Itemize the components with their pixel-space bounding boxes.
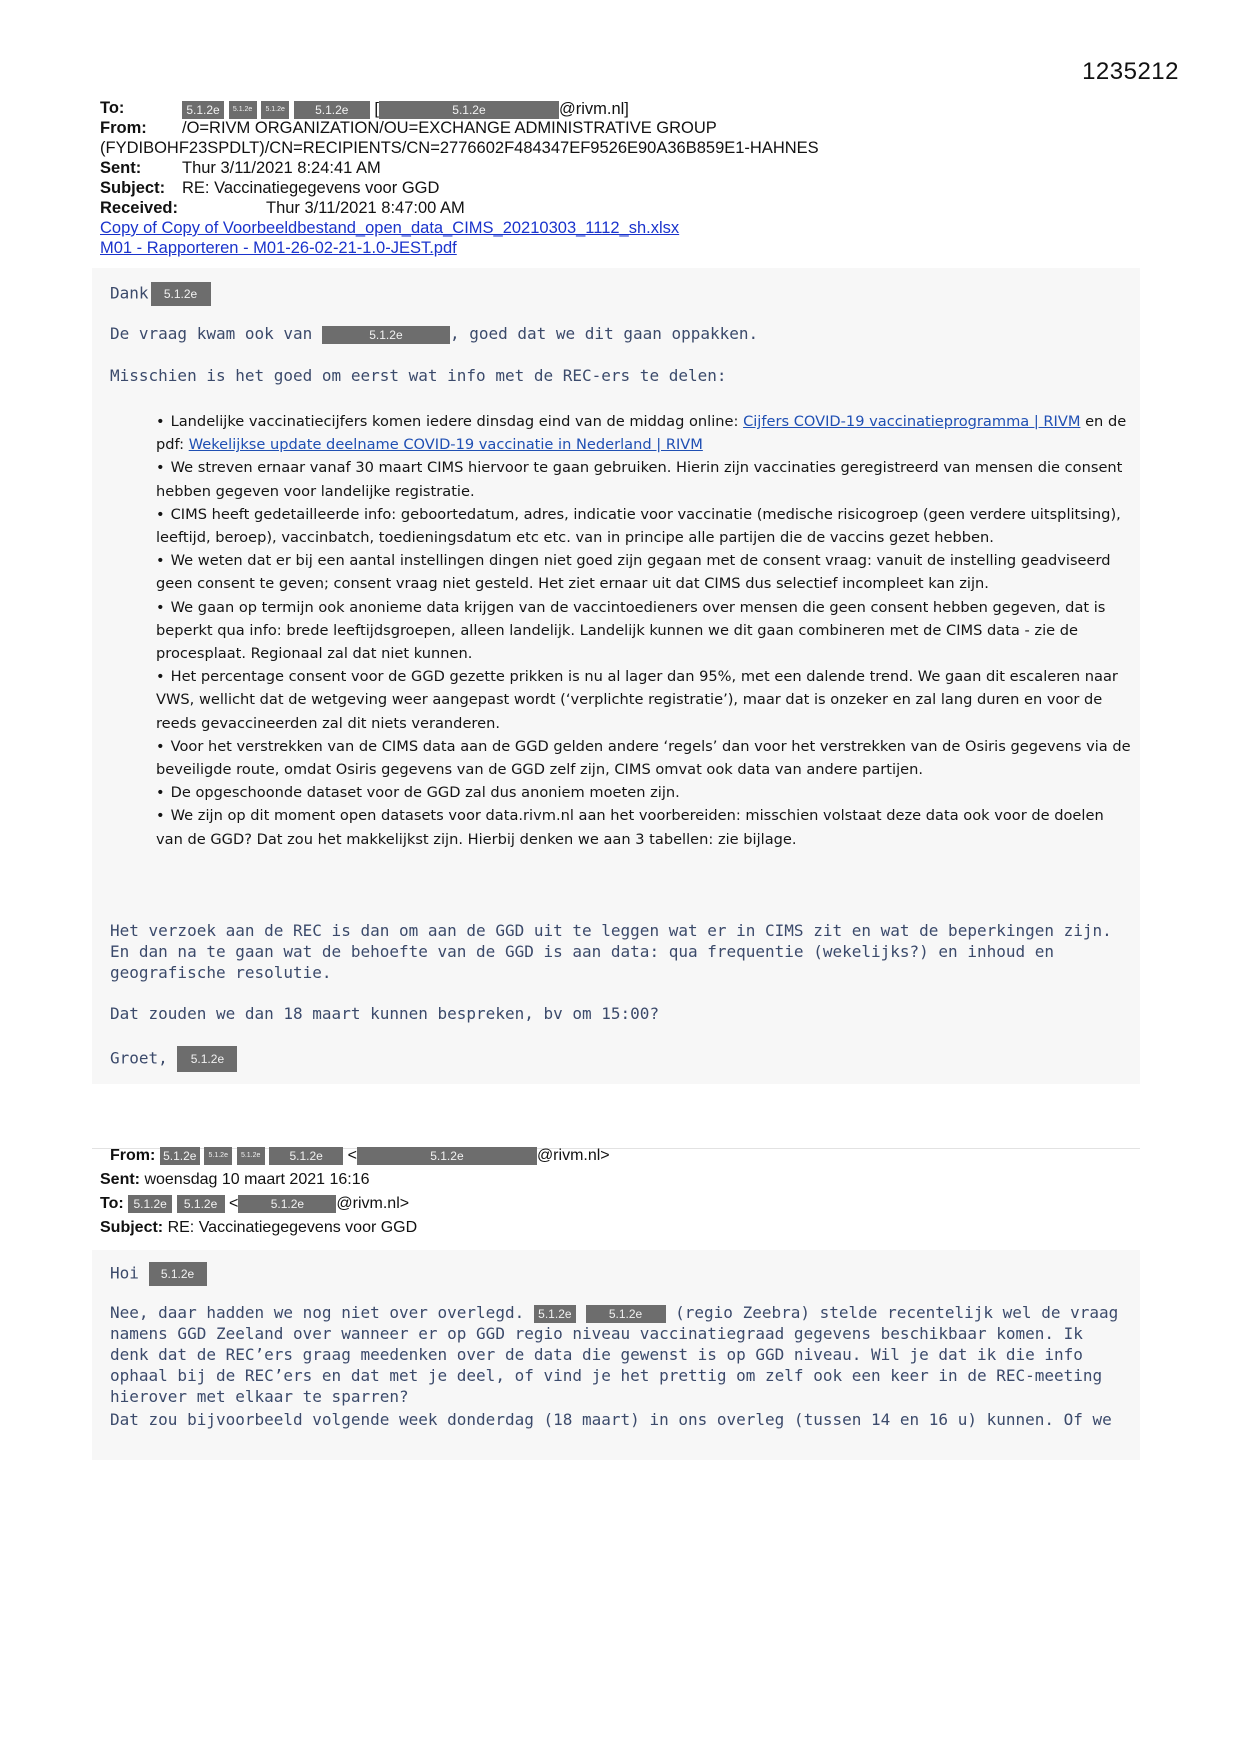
intro-line-text: De vraag kwam ook van: [110, 324, 313, 343]
email-header: [100, 98, 1140, 258]
list-item: • Landelijke vaccinatiecijfers komen iedere dinsdag eind van de middag online: Cijfers COVID-19 vaccinatieprogramma | RIVM en de pdf: Wekelijkse update deelname COVID-19 vaccinatie in Nederland | RIVM: [156, 413, 1127, 454]
redaction: 5.1.2e: [357, 1147, 537, 1165]
redaction: 5.1.2e: [294, 101, 370, 119]
reply-text: Nee, daar hadden we nog niet over overlegd.: [110, 1303, 525, 1322]
to-row: [100, 98, 1140, 118]
list-item-text: We gaan op termijn ook anonieme data krijgen van de vaccintoedieners over mensen die geen consent hebben gegeven, dat is beperkt qua info: brede leeftijdsgroepen, alleen landelijk. Landelijk kunnen we dit gaan combineren met de CIMS data - zie de procesplaat. Regionaal zal dat niet kunnen.: [156, 598, 1106, 663]
list-item: • CIMS heeft gedetailleerde info: geboortedatum, adres, indicatie voor vaccinatie (medische risicogroep (geen verdere uitsplitsing), leeftijd, beroep), vaccinbatch, toedieningsdatum etc etc. van in principe alle partijen die de vaccins gezet hebben.: [156, 505, 1121, 547]
list-item-text: CIMS heeft gedetailleerde info: geboortedatum, adres, indicatie voor vaccinatie (medische risicogroep (geen verdere uitsplitsing), leeftijd, beroep), vaccinbatch, toedieningsdatum etc etc. van in principe alle partijen die de vaccins gezet hebben.: [156, 505, 1121, 547]
from-value: /O=RIVM ORGANIZATION/OU=EXCHANGE ADMINISTRATIVE GROUP: [182, 119, 717, 137]
request-paragraph: Het verzoek aan de REC is dan om aan de GGD uit te leggen wat er in CIMS zit en wat de beperkingen zijn. En dan na te gaan wat de behoefte van de GGD is aan data: qua frequentie (wekelijks?) en inhoud en geografische resolutie.: [110, 921, 1112, 982]
from-row-continued: [100, 138, 1140, 158]
intro-line-2: Misschien is het goed om eerst wat info met de REC-ers te delen:: [110, 366, 727, 385]
to-row: [100, 1192, 1140, 1216]
closing: [110, 1046, 237, 1072]
subject-label: Subject:: [100, 1219, 164, 1236]
list-item: • Voor het verstrekken van de CIMS data aan de GGD gelden andere ‘regels’ dan voor het verstrekken van de Osiris gegevens via de beveiligde route, omdat Osiris gegevens van de GGD zelf zijn, CIMS omvat ook data van andere partijen.: [156, 737, 1131, 779]
intro-line-tail: , goed dat we dit gaan oppakken.: [449, 324, 759, 343]
to-label: To:: [100, 1195, 124, 1212]
redaction: 5.1.2e: [229, 101, 257, 119]
reply-paragraph: [110, 1302, 1120, 1407]
redaction: 5.1.2e: [269, 1147, 343, 1165]
greeting: [110, 282, 211, 306]
link-cijfers-vaccinatieprogramma[interactable]: Cijfers COVID-19 vaccinatieprogramma | RIVM: [743, 413, 1081, 430]
redaction: 5.1.2e: [151, 282, 211, 306]
redaction: 5.1.2e: [586, 1305, 666, 1323]
redaction: 5.1.2e: [177, 1046, 237, 1072]
from-label: From:: [110, 1147, 156, 1164]
from-row: [100, 118, 1140, 138]
received-row: [100, 198, 1140, 218]
to-label: To:: [100, 99, 125, 117]
subject-row: [100, 178, 1140, 198]
reply-text: (regio Zeebra) stelde recentelijk wel de vraag namens GGD Zeeland over wanneer er op GGD regio niveau vaccinatiegraad gegevens beschikbaar komen. Ik denk dat de REC’ers graag meedenken over de data die gewenst is op GGD niveau. Wil je dat ik die info ophaal bij de REC’ers en dat met je deel, of vind je het prettig om zelf ook een keer in de REC-meeting hierover met elkaar te sparren?: [110, 1303, 1119, 1406]
subject-label: Subject:: [100, 179, 166, 197]
from-label: From:: [100, 119, 147, 137]
attachment-row: [100, 238, 1140, 258]
redaction: 5.1.2e: [182, 101, 224, 119]
from-row: [100, 1144, 1140, 1168]
quoted-email-header: [100, 1144, 1140, 1240]
redaction: 5.1.2e: [238, 1195, 336, 1213]
sent-value: woensdag 10 maart 2021 16:16: [144, 1171, 370, 1188]
intro-line: [110, 324, 758, 344]
redaction: 5.1.2e: [534, 1305, 576, 1323]
to-bracket: [: [374, 100, 379, 118]
from-domain: @rivm.nl>: [536, 1147, 610, 1164]
from-lt: <: [347, 1147, 357, 1164]
redaction: 5.1.2e: [322, 326, 450, 344]
sent-value: Thur 3/11/2021 8:24:41 AM: [182, 159, 381, 177]
subject-value: RE: Vaccinatiegegevens voor GGD: [182, 179, 440, 197]
bullet-list: [156, 410, 1134, 851]
list-item-text: en de pdf:: [156, 413, 1127, 454]
subject-row: [100, 1216, 1140, 1240]
list-item-text: De opgeschoonde dataset voor de GGD zal dus anoniem moeten zijn.: [170, 784, 680, 802]
sent-label: Sent:: [100, 159, 142, 177]
redaction: 5.1.2e: [204, 1147, 232, 1165]
link-wekelijkse-update[interactable]: Wekelijkse update deelname COVID-19 vaccinatie in Nederland | RIVM: [188, 436, 703, 454]
list-item-text: We zijn op dit moment open datasets voor data.rivm.nl aan het voorbereiden: misschien volstaat deze data ook voor de doelen van de GGD? Dat zou het makkelijkst zijn. Hierbij denken we aan 3 tabellen: zie bijlage.: [156, 807, 1104, 848]
redaction: 5.1.2e: [261, 101, 289, 119]
meeting-proposal: Dat zouden we dan 18 maart kunnen bespreken, bv om 15:00?: [110, 1004, 660, 1023]
redaction: 5.1.2e: [128, 1195, 172, 1213]
received-value: Thur 3/11/2021 8:47:00 AM: [266, 199, 465, 217]
received-label: Received:: [100, 199, 178, 217]
to-lt: <: [229, 1195, 239, 1212]
list-item: • Het percentage consent voor de GGD gezette prikken is nu al lager dan 95%, met een dalende trend. We gaan dit escaleren naar VWS, wellicht dat de wetgeving weer aangepast wordt (‘verplichte registratie’), maar dat is onzeker en zal lang duren en voor de reeds gevaccineerden zal dit niets veranderen.: [156, 668, 1118, 732]
list-item-text: Voor het verstrekken van de CIMS data aan de GGD gelden andere ‘regels’ dan voor het verstrekken van de Osiris gegevens via de beveiligde route, omdat Osiris gegevens van de GGD zelf zijn, CIMS omvat ook data van andere partijen.: [156, 737, 1131, 779]
attachment-link-pdf[interactable]: M01 - Rapporteren - M01-26-02-21-1.0-JEST.pdf: [100, 239, 457, 257]
list-item: • We gaan op termijn ook anonieme data krijgen van de vaccintoedieners over mensen die geen consent hebben gegeven, dat is beperkt qua info: brede leeftijdsgroepen, alleen landelijk. Landelijk kunnen we dit gaan combineren met de CIMS data - zie de procesplaat. Regionaal zal dat niet kunnen.: [156, 598, 1106, 663]
reply-paragraph-2: Dat zou bijvoorbeeld volgende week donderdag (18 maart) in ons overleg (tussen 14 en 16 u) kunnen. Of we: [110, 1410, 1112, 1429]
redaction: 5.1.2e: [160, 1147, 200, 1165]
subject-value: RE: Vaccinatiegegevens voor GGD: [167, 1219, 418, 1236]
list-item: • We weten dat er bij een aantal instellingen dingen niet goed zijn gegaan met de consent vraag: vanuit de instelling geadviseerd geen consent te geven; consent vraag niet gesteld. Het ziet ernaar uit dat CIMS dus selectief incompleet kan zijn.: [156, 552, 1111, 593]
greeting-text: Dank: [110, 283, 149, 303]
to-domain: @rivm.nl>: [336, 1195, 410, 1212]
sent-row: [100, 1168, 1140, 1192]
from-value-continued: (FYDIBOHF23SPDLT)/CN=RECIPIENTS/CN=2776602F484347EF9526E90A36B859E1-HAHNES: [100, 139, 819, 157]
to-recipients: [182, 99, 629, 119]
sent-label: Sent:: [100, 1171, 140, 1188]
list-item: • De opgeschoonde dataset voor de GGD zal dus anoniem moeten zijn.: [156, 784, 680, 802]
list-item: • We streven ernaar vanaf 30 maart CIMS hiervoor te gaan gebruiken. Hierin zijn vaccinaties geregistreerd van mensen die consent hebben gegeven voor landelijke registratie.: [156, 459, 1123, 500]
redaction: 5.1.2e: [149, 1262, 207, 1286]
list-item-text: We weten dat er bij een aantal instellingen dingen niet goed zijn gegaan met de consent vraag: vanuit de instelling geadviseerd geen consent te geven; consent vraag niet gesteld. Het ziet ernaar uit dat CIMS dus selectief incompleet kan zijn.: [156, 552, 1111, 593]
list-item-text: We streven ernaar vanaf 30 maart CIMS hiervoor te gaan gebruiken. Hierin zijn vaccinaties geregistreerd van mensen die consent hebben gegeven voor landelijke registratie.: [156, 459, 1123, 500]
attachment-link-xlsx[interactable]: Copy of Copy of Voorbeeldbestand_open_data_CIMS_20210303_1112_sh.xlsx: [100, 219, 680, 237]
to-domain: @rivm.nl]: [558, 100, 629, 118]
list-item: • We zijn op dit moment open datasets voor data.rivm.nl aan het voorbereiden: misschien volstaat deze data ook voor de doelen van de GGD? Dat zou het makkelijkst zijn. Hierbij denken we aan 3 tabellen: zie bijlage.: [156, 807, 1104, 848]
redaction: 5.1.2e: [177, 1195, 225, 1213]
redaction: 5.1.2e: [379, 101, 559, 119]
greeting: [110, 1262, 207, 1286]
redaction: 5.1.2e: [237, 1147, 265, 1165]
closing-text: Groet,: [110, 1048, 168, 1068]
list-item-text: Het percentage consent voor de GGD gezette prikken is nu al lager dan 95%, met een dalende trend. We gaan dit escaleren naar VWS, wellicht dat de wetgeving weer aangepast wordt (‘verplichte registratie’), maar dat is onzeker en zal lang duren en voor de reeds gevaccineerden zal dit niets veranderen.: [156, 668, 1118, 732]
attachment-row: [100, 218, 1140, 238]
list-item-text: Landelijke vaccinatiecijfers komen iedere dinsdag eind van de middag online:: [170, 413, 744, 430]
sent-row: [100, 158, 1140, 178]
document-number: 1235212: [1082, 58, 1179, 85]
greeting-text: Hoi: [110, 1263, 139, 1283]
